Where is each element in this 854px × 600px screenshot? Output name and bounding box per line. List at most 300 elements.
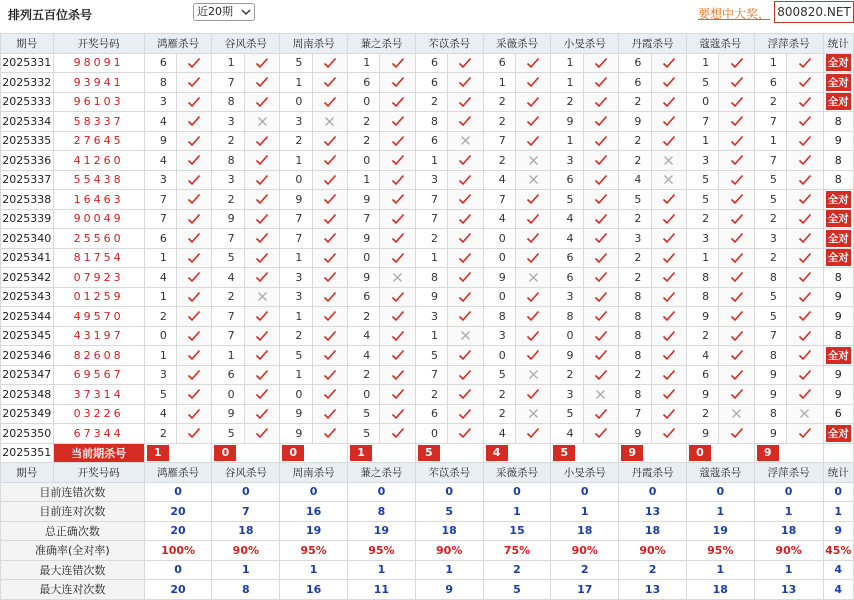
summary-stat: 9 bbox=[823, 521, 854, 541]
hit-mark bbox=[515, 229, 550, 249]
hit-mark bbox=[583, 424, 618, 444]
stat-value: 8 bbox=[834, 270, 842, 284]
draw-number: 27645 bbox=[53, 131, 144, 151]
kill-number: 9 bbox=[280, 404, 312, 424]
col-issue: 期号 bbox=[1, 463, 54, 483]
check-icon bbox=[730, 232, 744, 244]
check-icon bbox=[323, 310, 337, 322]
col-expert: 浮萍杀号 bbox=[754, 34, 823, 54]
hit-mark bbox=[651, 131, 686, 151]
summary-row bbox=[1, 521, 854, 541]
check-icon bbox=[255, 369, 269, 381]
promo-link[interactable]: 要想中大奖， bbox=[698, 7, 771, 21]
check-icon bbox=[730, 174, 744, 186]
hit-mark bbox=[448, 209, 483, 229]
kill-number: 1 bbox=[551, 131, 583, 151]
current-kill-cell bbox=[212, 443, 280, 463]
kill-number: 2 bbox=[348, 131, 380, 151]
hit-mark bbox=[448, 112, 483, 132]
kill-number: 9 bbox=[483, 268, 515, 288]
summary-value: 95% bbox=[686, 541, 754, 561]
issue-number: 2025333 bbox=[1, 92, 54, 112]
hit-mark bbox=[312, 326, 347, 346]
stat-cell bbox=[823, 112, 854, 132]
summary-row bbox=[1, 541, 854, 561]
col-expert: 芣苡杀号 bbox=[415, 463, 483, 483]
kill-number: 2 bbox=[144, 307, 176, 327]
check-icon bbox=[391, 154, 405, 166]
hit-mark bbox=[380, 268, 415, 288]
check-icon bbox=[255, 310, 269, 322]
check-icon bbox=[458, 252, 472, 264]
kill-number: 2 bbox=[348, 112, 380, 132]
hit-mark bbox=[787, 365, 823, 385]
summary-label: 最大连错次数 bbox=[1, 560, 145, 580]
hit-mark bbox=[448, 151, 483, 171]
col-expert: 周南杀号 bbox=[280, 34, 348, 54]
check-icon bbox=[594, 193, 608, 205]
kill-number: 6 bbox=[686, 365, 718, 385]
summary-label: 最大连对次数 bbox=[1, 580, 145, 600]
kill-number: 2 bbox=[754, 92, 786, 112]
kill-number: 4 bbox=[212, 268, 244, 288]
hit-mark bbox=[651, 326, 686, 346]
cross-icon bbox=[731, 408, 742, 419]
stat-cell bbox=[823, 170, 854, 190]
check-icon bbox=[323, 174, 337, 186]
table-row bbox=[1, 307, 854, 327]
check-icon bbox=[255, 427, 269, 439]
issue-number: 2025350 bbox=[1, 424, 54, 444]
issue-number: 2025342 bbox=[1, 268, 54, 288]
hit-mark bbox=[244, 287, 279, 307]
check-icon bbox=[526, 349, 540, 361]
check-icon bbox=[730, 96, 744, 108]
hit-mark bbox=[515, 287, 550, 307]
col-expert: 浮萍杀号 bbox=[754, 463, 823, 483]
check-icon bbox=[391, 193, 405, 205]
kill-number: 6 bbox=[415, 131, 447, 151]
hit-mark bbox=[380, 424, 415, 444]
kill-number: 2 bbox=[212, 287, 244, 307]
cross-icon bbox=[528, 174, 539, 185]
check-icon bbox=[594, 135, 608, 147]
hit-mark bbox=[448, 268, 483, 288]
kill-number: 6 bbox=[415, 404, 447, 424]
check-icon bbox=[594, 154, 608, 166]
kill-number: 7 bbox=[686, 112, 718, 132]
summary-value: 5 bbox=[483, 580, 551, 600]
hit-mark bbox=[312, 170, 347, 190]
issue-number: 2025334 bbox=[1, 112, 54, 132]
check-icon bbox=[730, 427, 744, 439]
kill-number: 2 bbox=[212, 190, 244, 210]
kill-number: 0 bbox=[212, 385, 244, 405]
kill-number: 3 bbox=[144, 92, 176, 112]
check-icon bbox=[458, 291, 472, 303]
stat-value: 全对 bbox=[826, 93, 851, 110]
kill-number: 5 bbox=[551, 190, 583, 210]
draw-number: 96103 bbox=[53, 92, 144, 112]
check-icon bbox=[323, 135, 337, 147]
check-icon bbox=[187, 135, 201, 147]
kill-number: 0 bbox=[348, 92, 380, 112]
hit-mark bbox=[651, 385, 686, 405]
hit-mark bbox=[651, 287, 686, 307]
summary-value: 0 bbox=[348, 482, 416, 502]
kill-number: 4 bbox=[144, 112, 176, 132]
draw-number: 37314 bbox=[53, 385, 144, 405]
summary-value: 0 bbox=[686, 482, 754, 502]
kill-number: 8 bbox=[686, 268, 718, 288]
check-icon bbox=[594, 57, 608, 69]
summary-stat: 45% bbox=[823, 541, 854, 561]
summary-row bbox=[1, 580, 854, 600]
kill-number: 6 bbox=[551, 170, 583, 190]
current-issue: 2025351 bbox=[1, 443, 54, 463]
hit-mark bbox=[583, 404, 618, 424]
hit-mark bbox=[719, 92, 754, 112]
hit-mark bbox=[448, 307, 483, 327]
hit-mark bbox=[380, 287, 415, 307]
cross-icon bbox=[460, 135, 471, 146]
check-icon bbox=[458, 76, 472, 88]
check-icon bbox=[730, 135, 744, 147]
kill-number: 0 bbox=[280, 170, 312, 190]
kill-number: 4 bbox=[483, 209, 515, 229]
check-icon bbox=[255, 252, 269, 264]
table-row bbox=[1, 112, 854, 132]
kill-number: 2 bbox=[483, 92, 515, 112]
col-expert: 小旻杀号 bbox=[551, 34, 619, 54]
col-draw: 开奖号码 bbox=[53, 463, 144, 483]
hit-mark bbox=[244, 326, 279, 346]
check-icon bbox=[255, 408, 269, 420]
cross-icon bbox=[663, 155, 674, 166]
hit-mark bbox=[719, 346, 754, 366]
kill-number: 5 bbox=[551, 404, 583, 424]
summary-value: 1 bbox=[754, 560, 823, 580]
kill-number: 5 bbox=[754, 307, 786, 327]
kill-number: 6 bbox=[551, 268, 583, 288]
hit-mark bbox=[448, 326, 483, 346]
check-icon bbox=[730, 349, 744, 361]
kill-number: 1 bbox=[144, 346, 176, 366]
kill-number: 2 bbox=[280, 131, 312, 151]
summary-value: 90% bbox=[754, 541, 823, 561]
kill-number: 0 bbox=[348, 248, 380, 268]
hit-mark bbox=[244, 73, 279, 93]
hit-mark bbox=[448, 365, 483, 385]
check-icon bbox=[594, 76, 608, 88]
hit-mark bbox=[312, 404, 347, 424]
hit-mark bbox=[312, 229, 347, 249]
cross-icon bbox=[663, 174, 674, 185]
cross-icon bbox=[799, 408, 810, 419]
check-icon bbox=[730, 252, 744, 264]
hit-mark bbox=[719, 248, 754, 268]
hit-mark bbox=[177, 404, 212, 424]
summary-value: 2 bbox=[551, 560, 619, 580]
hit-mark bbox=[651, 404, 686, 424]
current-kill-number: 9 bbox=[757, 445, 779, 461]
check-icon bbox=[187, 193, 201, 205]
kill-number: 6 bbox=[483, 53, 515, 73]
check-icon bbox=[323, 154, 337, 166]
draw-number: 67344 bbox=[53, 424, 144, 444]
kill-number: 8 bbox=[415, 268, 447, 288]
summary-value: 90% bbox=[619, 541, 687, 561]
kill-number: 8 bbox=[686, 287, 718, 307]
stat-value: 6 bbox=[834, 407, 842, 421]
check-icon bbox=[391, 252, 405, 264]
summary-value: 1 bbox=[551, 502, 619, 522]
check-icon bbox=[187, 115, 201, 127]
check-icon bbox=[730, 291, 744, 303]
hit-mark bbox=[244, 170, 279, 190]
kill-number: 5 bbox=[686, 73, 718, 93]
period-select[interactable] bbox=[193, 3, 255, 21]
col-expert: 谷风杀号 bbox=[212, 34, 280, 54]
hit-mark bbox=[312, 112, 347, 132]
col-expert: 谷风杀号 bbox=[212, 463, 280, 483]
chevron-down-icon bbox=[241, 7, 251, 17]
stat-cell bbox=[823, 190, 854, 210]
check-icon bbox=[391, 174, 405, 186]
kill-number: 0 bbox=[551, 326, 583, 346]
check-icon bbox=[594, 330, 608, 342]
check-icon bbox=[730, 76, 744, 88]
hit-mark bbox=[515, 151, 550, 171]
kill-number: 8 bbox=[619, 346, 651, 366]
hit-mark bbox=[651, 209, 686, 229]
hit-mark bbox=[380, 404, 415, 424]
kill-number: 8 bbox=[754, 268, 786, 288]
check-icon bbox=[798, 193, 812, 205]
summary-value: 18 bbox=[686, 580, 754, 600]
kill-number: 6 bbox=[212, 365, 244, 385]
hit-mark bbox=[312, 190, 347, 210]
hit-mark bbox=[515, 170, 550, 190]
kill-number: 2 bbox=[415, 92, 447, 112]
check-icon bbox=[798, 135, 812, 147]
issue-number: 2025332 bbox=[1, 73, 54, 93]
summary-value: 20 bbox=[144, 521, 212, 541]
kill-number: 2 bbox=[619, 365, 651, 385]
kill-number: 5 bbox=[348, 404, 380, 424]
check-icon bbox=[391, 369, 405, 381]
hit-mark bbox=[787, 131, 823, 151]
kill-number: 6 bbox=[144, 53, 176, 73]
check-icon bbox=[187, 57, 201, 69]
summary-value: 18 bbox=[754, 521, 823, 541]
kill-number: 9 bbox=[551, 346, 583, 366]
page-title: 排列五百位杀号 bbox=[8, 8, 93, 22]
kill-number: 2 bbox=[619, 248, 651, 268]
kill-number: 0 bbox=[415, 424, 447, 444]
current-kill-cell bbox=[551, 443, 619, 463]
kill-number: 3 bbox=[280, 268, 312, 288]
hit-mark bbox=[583, 268, 618, 288]
col-draw: 开奖号码 bbox=[53, 34, 144, 54]
kill-number: 4 bbox=[348, 346, 380, 366]
summary-value: 90% bbox=[212, 541, 280, 561]
hit-mark bbox=[448, 73, 483, 93]
kill-number: 1 bbox=[551, 53, 583, 73]
check-icon bbox=[662, 96, 676, 108]
hit-mark bbox=[651, 112, 686, 132]
hit-mark bbox=[177, 92, 212, 112]
hit-mark bbox=[244, 385, 279, 405]
hit-mark bbox=[448, 131, 483, 151]
kill-number: 3 bbox=[144, 365, 176, 385]
hit-mark bbox=[380, 365, 415, 385]
stat-value: 9 bbox=[834, 368, 842, 382]
check-icon bbox=[594, 213, 608, 225]
check-icon bbox=[187, 330, 201, 342]
check-icon bbox=[662, 427, 676, 439]
col-expert: 蔻蔻杀号 bbox=[686, 463, 754, 483]
hit-mark bbox=[244, 112, 279, 132]
hit-mark bbox=[177, 424, 212, 444]
hit-mark bbox=[583, 73, 618, 93]
check-icon bbox=[798, 291, 812, 303]
cross-icon bbox=[595, 389, 606, 400]
kill-number: 8 bbox=[619, 385, 651, 405]
summary-value: 75% bbox=[483, 541, 551, 561]
hit-mark bbox=[583, 131, 618, 151]
check-icon bbox=[526, 76, 540, 88]
stat-value: 8 bbox=[834, 329, 842, 343]
hit-mark bbox=[515, 268, 550, 288]
kill-number: 5 bbox=[348, 424, 380, 444]
kill-number: 6 bbox=[415, 73, 447, 93]
check-icon bbox=[662, 252, 676, 264]
check-icon bbox=[458, 310, 472, 322]
check-icon bbox=[526, 232, 540, 244]
cross-icon bbox=[528, 155, 539, 166]
check-icon bbox=[730, 310, 744, 322]
hit-mark bbox=[651, 248, 686, 268]
col-stat: 统计 bbox=[823, 463, 854, 483]
summary-row bbox=[1, 560, 854, 580]
check-icon bbox=[391, 76, 405, 88]
summary-value: 18 bbox=[551, 521, 619, 541]
kill-number: 1 bbox=[280, 151, 312, 171]
hit-mark bbox=[583, 346, 618, 366]
hit-mark bbox=[244, 151, 279, 171]
stat-value: 9 bbox=[834, 309, 842, 323]
summary-value: 11 bbox=[348, 580, 416, 600]
hit-mark bbox=[651, 92, 686, 112]
check-icon bbox=[662, 330, 676, 342]
kill-number: 5 bbox=[686, 170, 718, 190]
kill-number: 2 bbox=[212, 131, 244, 151]
current-kill-cell bbox=[415, 443, 483, 463]
kill-number: 0 bbox=[483, 248, 515, 268]
hit-mark bbox=[312, 248, 347, 268]
hit-mark bbox=[177, 385, 212, 405]
check-icon bbox=[255, 232, 269, 244]
kill-number: 5 bbox=[483, 365, 515, 385]
kill-number: 4 bbox=[551, 424, 583, 444]
check-icon bbox=[323, 252, 337, 264]
kill-number: 2 bbox=[483, 385, 515, 405]
stat-cell bbox=[823, 131, 854, 151]
hit-mark bbox=[787, 268, 823, 288]
check-icon bbox=[187, 369, 201, 381]
hit-mark bbox=[177, 190, 212, 210]
hit-mark bbox=[719, 385, 754, 405]
check-icon bbox=[323, 291, 337, 303]
hit-mark bbox=[787, 287, 823, 307]
kill-number: 4 bbox=[144, 268, 176, 288]
stat-value: 8 bbox=[834, 153, 842, 167]
check-icon bbox=[391, 115, 405, 127]
kill-number: 5 bbox=[280, 346, 312, 366]
kill-number: 3 bbox=[280, 112, 312, 132]
hit-mark bbox=[380, 229, 415, 249]
stat-value: 9 bbox=[834, 290, 842, 304]
hit-mark bbox=[380, 112, 415, 132]
current-kill-cell bbox=[619, 443, 687, 463]
summary-value: 0 bbox=[415, 482, 483, 502]
hit-mark bbox=[719, 307, 754, 327]
col-expert: 小旻杀号 bbox=[551, 463, 619, 483]
summary-value: 0 bbox=[212, 482, 280, 502]
hit-mark bbox=[380, 346, 415, 366]
summary-value: 17 bbox=[551, 580, 619, 600]
issue-number: 2025349 bbox=[1, 404, 54, 424]
hit-mark bbox=[719, 424, 754, 444]
summary-value: 0 bbox=[551, 482, 619, 502]
kill-number: 9 bbox=[348, 229, 380, 249]
check-icon bbox=[458, 427, 472, 439]
hit-mark bbox=[312, 365, 347, 385]
kill-number-table bbox=[0, 33, 854, 600]
issue-number: 2025346 bbox=[1, 346, 54, 366]
hit-mark bbox=[583, 209, 618, 229]
check-icon bbox=[662, 369, 676, 381]
kill-number: 7 bbox=[212, 73, 244, 93]
hit-mark bbox=[719, 229, 754, 249]
check-icon bbox=[662, 115, 676, 127]
check-icon bbox=[526, 291, 540, 303]
hit-mark bbox=[244, 131, 279, 151]
site-badge[interactable]: 800820.NET bbox=[774, 1, 854, 23]
hit-mark bbox=[719, 326, 754, 346]
kill-number: 0 bbox=[483, 229, 515, 249]
kill-number: 2 bbox=[619, 209, 651, 229]
summary-value: 100% bbox=[144, 541, 212, 561]
hit-mark bbox=[312, 424, 347, 444]
kill-number: 1 bbox=[280, 365, 312, 385]
hit-mark bbox=[515, 365, 550, 385]
check-icon bbox=[323, 76, 337, 88]
kill-number: 5 bbox=[754, 170, 786, 190]
kill-number: 7 bbox=[144, 209, 176, 229]
cross-icon bbox=[460, 330, 471, 341]
check-icon bbox=[662, 271, 676, 283]
stat-cell bbox=[823, 268, 854, 288]
summary-label: 目前连错次数 bbox=[1, 482, 145, 502]
stat-cell bbox=[823, 53, 854, 73]
draw-number: 90049 bbox=[53, 209, 144, 229]
hit-mark bbox=[244, 307, 279, 327]
kill-number: 5 bbox=[619, 190, 651, 210]
check-icon bbox=[798, 388, 812, 400]
kill-number: 2 bbox=[348, 307, 380, 327]
